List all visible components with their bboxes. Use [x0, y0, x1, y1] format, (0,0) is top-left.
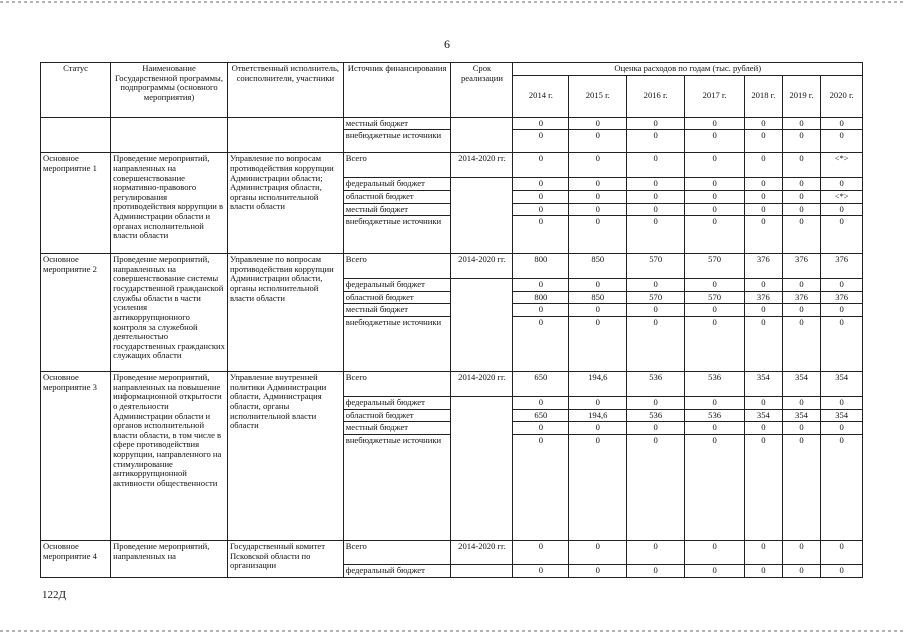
- name-cell: [111, 117, 228, 153]
- value-cell: 850: [569, 254, 627, 279]
- value-cell: 0: [782, 190, 821, 203]
- value-cell: 0: [513, 540, 569, 564]
- term-cell-empty: [451, 564, 513, 577]
- table-row: [41, 540, 863, 564]
- header-expenses: Оценка расходов по годам (тыс. рублей): [513, 63, 863, 76]
- executor-cell: Государственный комитет Псковской области по организации: [227, 540, 343, 577]
- name-cell: Проведение мероприятий, направленных на: [111, 540, 228, 577]
- value-cell: 0: [745, 540, 783, 564]
- value-cell: 0: [782, 317, 821, 372]
- value-cell: 0: [685, 434, 745, 540]
- value-cell: 0: [627, 434, 685, 540]
- value-cell: 0: [821, 178, 863, 191]
- value-cell: 0: [569, 130, 627, 153]
- value-cell: 850: [569, 291, 627, 304]
- value-cell: 0: [627, 397, 685, 410]
- value-cell: 0: [513, 279, 569, 292]
- value-cell: 0: [569, 279, 627, 292]
- value-cell: 0: [627, 422, 685, 435]
- header-name: Наименование Государственной программы, подпрограммы (основного мероприятия): [111, 63, 228, 118]
- source-cell: местный бюджет: [343, 304, 451, 317]
- value-cell: <*>: [821, 153, 863, 178]
- value-cell: 0: [569, 153, 627, 178]
- source-cell: Всего: [343, 254, 451, 279]
- value-cell: 0: [569, 216, 627, 254]
- value-cell: 536: [685, 409, 745, 422]
- value-cell: 650: [513, 372, 569, 397]
- value-cell: 0: [745, 397, 783, 410]
- value-cell: 0: [821, 304, 863, 317]
- value-cell: 0: [745, 317, 783, 372]
- name-cell: Проведение мероприятий, направленных на повышение информационной открытости о деятельности Администрации области и органов исполнительной власти области, в том числе в сфере противодействия коррупции, направленного на стимулирование антикоррупционной активности общественности: [111, 372, 228, 541]
- page-number: 6: [444, 37, 450, 51]
- value-cell: 376: [821, 291, 863, 304]
- source-cell: местный бюджет: [343, 422, 451, 435]
- value-cell: 0: [782, 130, 821, 153]
- value-cell: 376: [782, 291, 821, 304]
- value-cell: 0: [745, 422, 783, 435]
- source-cell: федеральный бюджет: [343, 564, 451, 577]
- value-cell: 0: [821, 216, 863, 254]
- value-cell: 0: [569, 304, 627, 317]
- value-cell: 0: [569, 540, 627, 564]
- value-cell: 194,6: [569, 409, 627, 422]
- value-cell: 354: [821, 372, 863, 397]
- table-row: [41, 254, 863, 279]
- term-cell: 2014-2020 гг.: [451, 254, 513, 279]
- value-cell: 0: [685, 279, 745, 292]
- value-cell: 0: [685, 564, 745, 577]
- value-cell: 0: [745, 203, 783, 216]
- value-cell: 570: [685, 254, 745, 279]
- value-cell: 0: [745, 190, 783, 203]
- value-cell: 0: [821, 117, 863, 130]
- source-cell: Всего: [343, 153, 451, 178]
- status-cell: Основное мероприятие 2: [41, 254, 111, 372]
- value-cell: 0: [627, 130, 685, 153]
- header-year: 2019 г.: [782, 75, 821, 117]
- value-cell: 536: [627, 372, 685, 397]
- value-cell: 376: [745, 291, 783, 304]
- value-cell: 0: [821, 203, 863, 216]
- value-cell: 0: [513, 178, 569, 191]
- header-year: 2014 г.: [513, 75, 569, 117]
- value-cell: 0: [745, 153, 783, 178]
- value-cell: 536: [627, 409, 685, 422]
- value-cell: 0: [627, 190, 685, 203]
- header-status: Статус: [41, 63, 111, 118]
- value-cell: 0: [782, 422, 821, 435]
- source-cell: местный бюджет: [343, 117, 451, 130]
- executor-cell: Управление по вопросам противодействия коррупции Администрации области, органы исполнительной власти области: [227, 254, 343, 372]
- source-cell: внебюджетные источники: [343, 216, 451, 254]
- term-cell: 2014-2020 гг.: [451, 540, 513, 564]
- source-cell: областной бюджет: [343, 409, 451, 422]
- header-source: Источник финансирования: [343, 63, 451, 118]
- header-term: Срок реализации: [451, 63, 513, 118]
- value-cell: 194,6: [569, 372, 627, 397]
- value-cell: 0: [821, 422, 863, 435]
- header-year: 2016 г.: [627, 75, 685, 117]
- value-cell: 0: [685, 216, 745, 254]
- value-cell: 376: [782, 254, 821, 279]
- value-cell: 0: [821, 130, 863, 153]
- value-cell: 0: [745, 178, 783, 191]
- value-cell: 0: [627, 317, 685, 372]
- value-cell: 800: [513, 291, 569, 304]
- value-cell: 0: [627, 153, 685, 178]
- scan-edge-bottom: [0, 630, 905, 632]
- value-cell: 0: [569, 434, 627, 540]
- status-cell: Основное мероприятие 4: [41, 540, 111, 577]
- value-cell: 0: [513, 317, 569, 372]
- value-cell: 0: [627, 203, 685, 216]
- value-cell: 0: [685, 422, 745, 435]
- value-cell: 0: [513, 153, 569, 178]
- value-cell: 0: [782, 397, 821, 410]
- term-cell: 2014-2020 гг.: [451, 153, 513, 178]
- value-cell: 0: [513, 304, 569, 317]
- header-executor: Ответственный исполнитель, соисполнители, участники: [227, 63, 343, 118]
- value-cell: 0: [513, 130, 569, 153]
- value-cell: 0: [782, 434, 821, 540]
- value-cell: 800: [513, 254, 569, 279]
- table-row: [41, 153, 863, 178]
- source-cell: федеральный бюджет: [343, 279, 451, 292]
- value-cell: 0: [513, 422, 569, 435]
- value-cell: 0: [685, 397, 745, 410]
- value-cell: 0: [627, 216, 685, 254]
- value-cell: 0: [685, 153, 745, 178]
- scan-edge-top: [0, 1, 905, 3]
- value-cell: 354: [745, 372, 783, 397]
- value-cell: 0: [821, 564, 863, 577]
- value-cell: 0: [569, 422, 627, 435]
- value-cell: 0: [513, 117, 569, 130]
- value-cell: 0: [685, 190, 745, 203]
- value-cell: 0: [685, 304, 745, 317]
- value-cell: 0: [821, 397, 863, 410]
- value-cell: 0: [821, 279, 863, 292]
- source-cell: федеральный бюджет: [343, 178, 451, 191]
- value-cell: 0: [627, 117, 685, 130]
- value-cell: 0: [821, 540, 863, 564]
- value-cell: 0: [513, 203, 569, 216]
- name-cell: Проведение мероприятий, направленных на совершенствование нормативно-правового регулирования противодействия коррупции в Администрации области и органах исполнительной власти области: [111, 153, 228, 254]
- value-cell: 376: [821, 254, 863, 279]
- table-row: [41, 372, 863, 397]
- value-cell: 0: [782, 216, 821, 254]
- executor-cell: Управление по вопросам противодействия коррупции Администрации области; Администрация области, органы исполнительной власти области: [227, 153, 343, 254]
- value-cell: 0: [782, 117, 821, 130]
- value-cell: 0: [745, 216, 783, 254]
- value-cell: 0: [782, 540, 821, 564]
- value-cell: 536: [685, 372, 745, 397]
- value-cell: 0: [745, 279, 783, 292]
- term-cell: 2014-2020 гг.: [451, 372, 513, 397]
- status-cell: [41, 117, 111, 153]
- value-cell: 0: [569, 397, 627, 410]
- source-cell: областной бюджет: [343, 190, 451, 203]
- value-cell: 0: [745, 130, 783, 153]
- source-cell: Всего: [343, 540, 451, 564]
- name-cell: Проведение мероприятий, направленных на совершенствование системы государственной гражданской службы области в части усиления антикоррупционного контроля за служебной деятельностью государственных гражданских служащих области: [111, 254, 228, 372]
- executor-cell: [227, 117, 343, 153]
- term-cell-empty: [451, 397, 513, 541]
- value-cell: <*>: [821, 190, 863, 203]
- status-cell: Основное мероприятие 3: [41, 372, 111, 541]
- value-cell: 0: [513, 397, 569, 410]
- value-cell: 0: [627, 279, 685, 292]
- value-cell: 570: [627, 291, 685, 304]
- value-cell: 0: [569, 203, 627, 216]
- value-cell: 0: [782, 564, 821, 577]
- source-cell: Всего: [343, 372, 451, 397]
- status-cell: Основное мероприятие 1: [41, 153, 111, 254]
- header-year: 2020 г.: [821, 75, 863, 117]
- value-cell: 0: [627, 540, 685, 564]
- value-cell: 0: [782, 153, 821, 178]
- table-body: [41, 117, 863, 577]
- value-cell: 0: [821, 317, 863, 372]
- value-cell: 0: [627, 178, 685, 191]
- table-row: [41, 117, 863, 130]
- term-cell: [451, 117, 513, 153]
- value-cell: 0: [569, 178, 627, 191]
- value-cell: 0: [745, 564, 783, 577]
- value-cell: 0: [782, 304, 821, 317]
- source-cell: внебюджетные источники: [343, 130, 451, 153]
- value-cell: 0: [782, 279, 821, 292]
- value-cell: 0: [685, 178, 745, 191]
- value-cell: 0: [569, 190, 627, 203]
- value-cell: 354: [745, 409, 783, 422]
- source-cell: местный бюджет: [343, 203, 451, 216]
- value-cell: 0: [782, 178, 821, 191]
- value-cell: 0: [685, 203, 745, 216]
- value-cell: 0: [513, 190, 569, 203]
- value-cell: 0: [685, 130, 745, 153]
- value-cell: 0: [513, 564, 569, 577]
- value-cell: 0: [821, 434, 863, 540]
- header-year: 2015 г.: [569, 75, 627, 117]
- source-cell: внебюджетные источники: [343, 434, 451, 540]
- value-cell: 0: [569, 564, 627, 577]
- document-code: 122Д: [42, 589, 67, 601]
- value-cell: 0: [685, 540, 745, 564]
- source-cell: федеральный бюджет: [343, 397, 451, 410]
- expense-table: [40, 62, 863, 578]
- value-cell: 0: [513, 216, 569, 254]
- value-cell: 354: [782, 372, 821, 397]
- value-cell: 0: [745, 117, 783, 130]
- header-year: 2018 г.: [745, 75, 783, 117]
- term-cell-empty: [451, 178, 513, 254]
- value-cell: 0: [513, 434, 569, 540]
- value-cell: 376: [745, 254, 783, 279]
- value-cell: 0: [745, 434, 783, 540]
- value-cell: 0: [745, 304, 783, 317]
- value-cell: 0: [782, 203, 821, 216]
- source-cell: внебюджетные источники: [343, 317, 451, 372]
- value-cell: 0: [627, 564, 685, 577]
- header-year: 2017 г.: [685, 75, 745, 117]
- value-cell: 0: [685, 117, 745, 130]
- value-cell: 650: [513, 409, 569, 422]
- value-cell: 570: [685, 291, 745, 304]
- value-cell: 570: [627, 254, 685, 279]
- value-cell: 0: [569, 117, 627, 130]
- value-cell: 0: [685, 317, 745, 372]
- executor-cell: Управление внутренней политики Администрации области, Администрация области, органы исполнительной власти области: [227, 372, 343, 541]
- source-cell: областной бюджет: [343, 291, 451, 304]
- value-cell: 354: [782, 409, 821, 422]
- value-cell: 0: [569, 317, 627, 372]
- value-cell: 354: [821, 409, 863, 422]
- value-cell: 0: [627, 304, 685, 317]
- term-cell-empty: [451, 279, 513, 372]
